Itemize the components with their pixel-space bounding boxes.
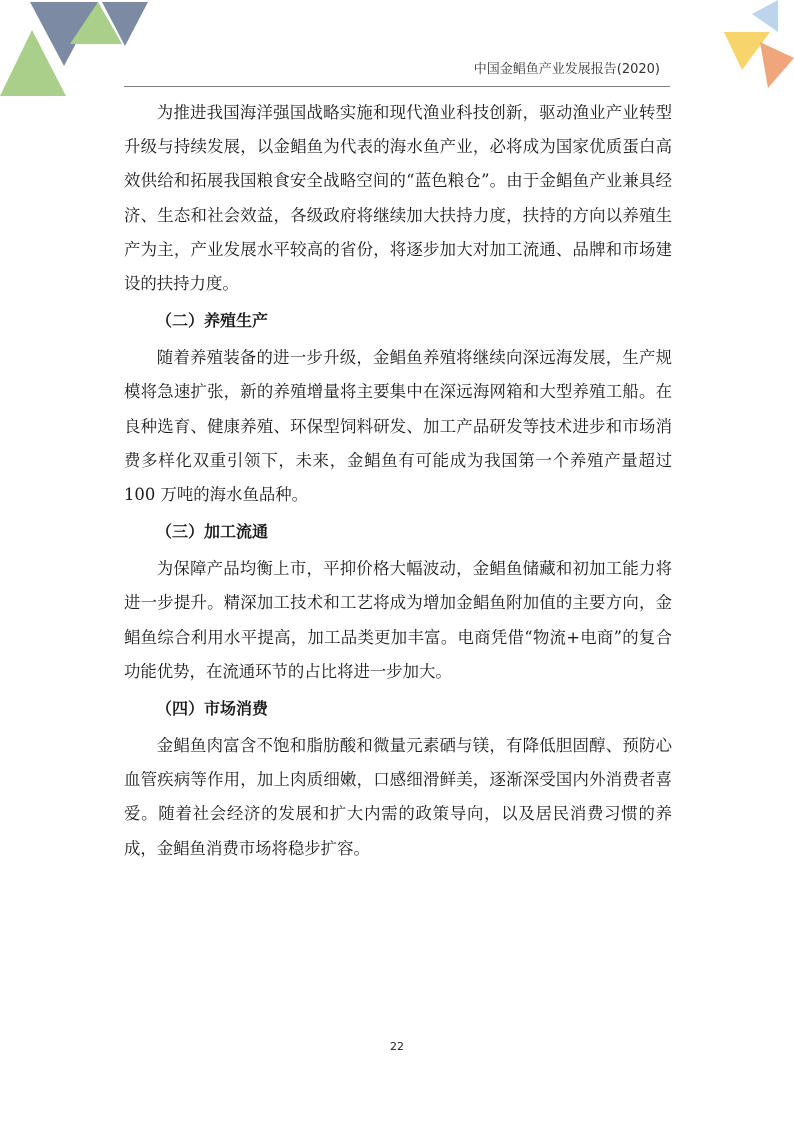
triangle-pattern-top-left-icon [0,2,148,96]
page-number: 22 [390,1040,404,1053]
paragraph-consumption: 金鲳鱼肉富含不饱和脂肪酸和微量元素硒与镁，有降低胆固醇、预防心血管疾病等作用，加上肉质细嫩，口感细滑鲜美，逐渐深受国内外消费者喜爱。随着社会经济的发展和扩大内需的政策导向，以及居民消费习惯的养成，金鲳鱼消费市场将稳步扩容。 [124,736,672,858]
paragraph-policy: 为推进我国海洋强国战略实施和现代渔业科技创新，驱动渔业产业转型升级与持续发展，以金鲳鱼为代表的海水鱼产业，必将成为国家优质蛋白高效供给和拓展我国粮食安全战略空间的“蓝色粮仓”。由于金鲳鱼产业兼具经济、生态和社会效益，各级政府将继续加大扶持力度，扶持的方向以养殖生产为主，产业发展水平较高的省份，将逐步加大对加工流通、品牌和市场建设的扶持力度。 [124,103,672,294]
page-content [124,96,672,866]
header-divider [124,86,670,87]
section-heading-aquaculture: （二）养殖生产 [156,311,269,331]
section-heading-processing: （三）加工流通 [156,522,269,542]
paragraph-aquaculture: 随着养殖装备的进一步升级，金鲳鱼养殖将继续向深远海发展，生产规模将急速扩张，新的养殖增量将主要集中在深远海网箱和大型养殖工船。在良种选育、健康养殖、环保型饲料研发、加工产品研发等技术进步和市场消费多样化双重引领下，未来，金鲳鱼有可能成为我国第一个养殖产量超过 100 万吨的海水鱼品种。 [124,348,672,505]
running-header-title: 中国金鲳鱼产业发展报告(2020) [473,62,660,77]
section-heading-consumption: （四）市场消费 [156,699,269,719]
paragraph-processing: 为保障产品均衡上市，平抑价格大幅波动，金鲳鱼储藏和初加工能力将进一步提升。精深加工技术和工艺将成为增加金鲳鱼附加值的主要方向，金鲳鱼综合利用水平提高，加工品类更加丰富。电商凭借“物流+电商”的复合功能优势，在流通环节的占比将进一步加大。 [124,559,672,681]
triangle-pattern-top-right-icon [724,0,794,88]
decorative-triangles [0,0,794,110]
